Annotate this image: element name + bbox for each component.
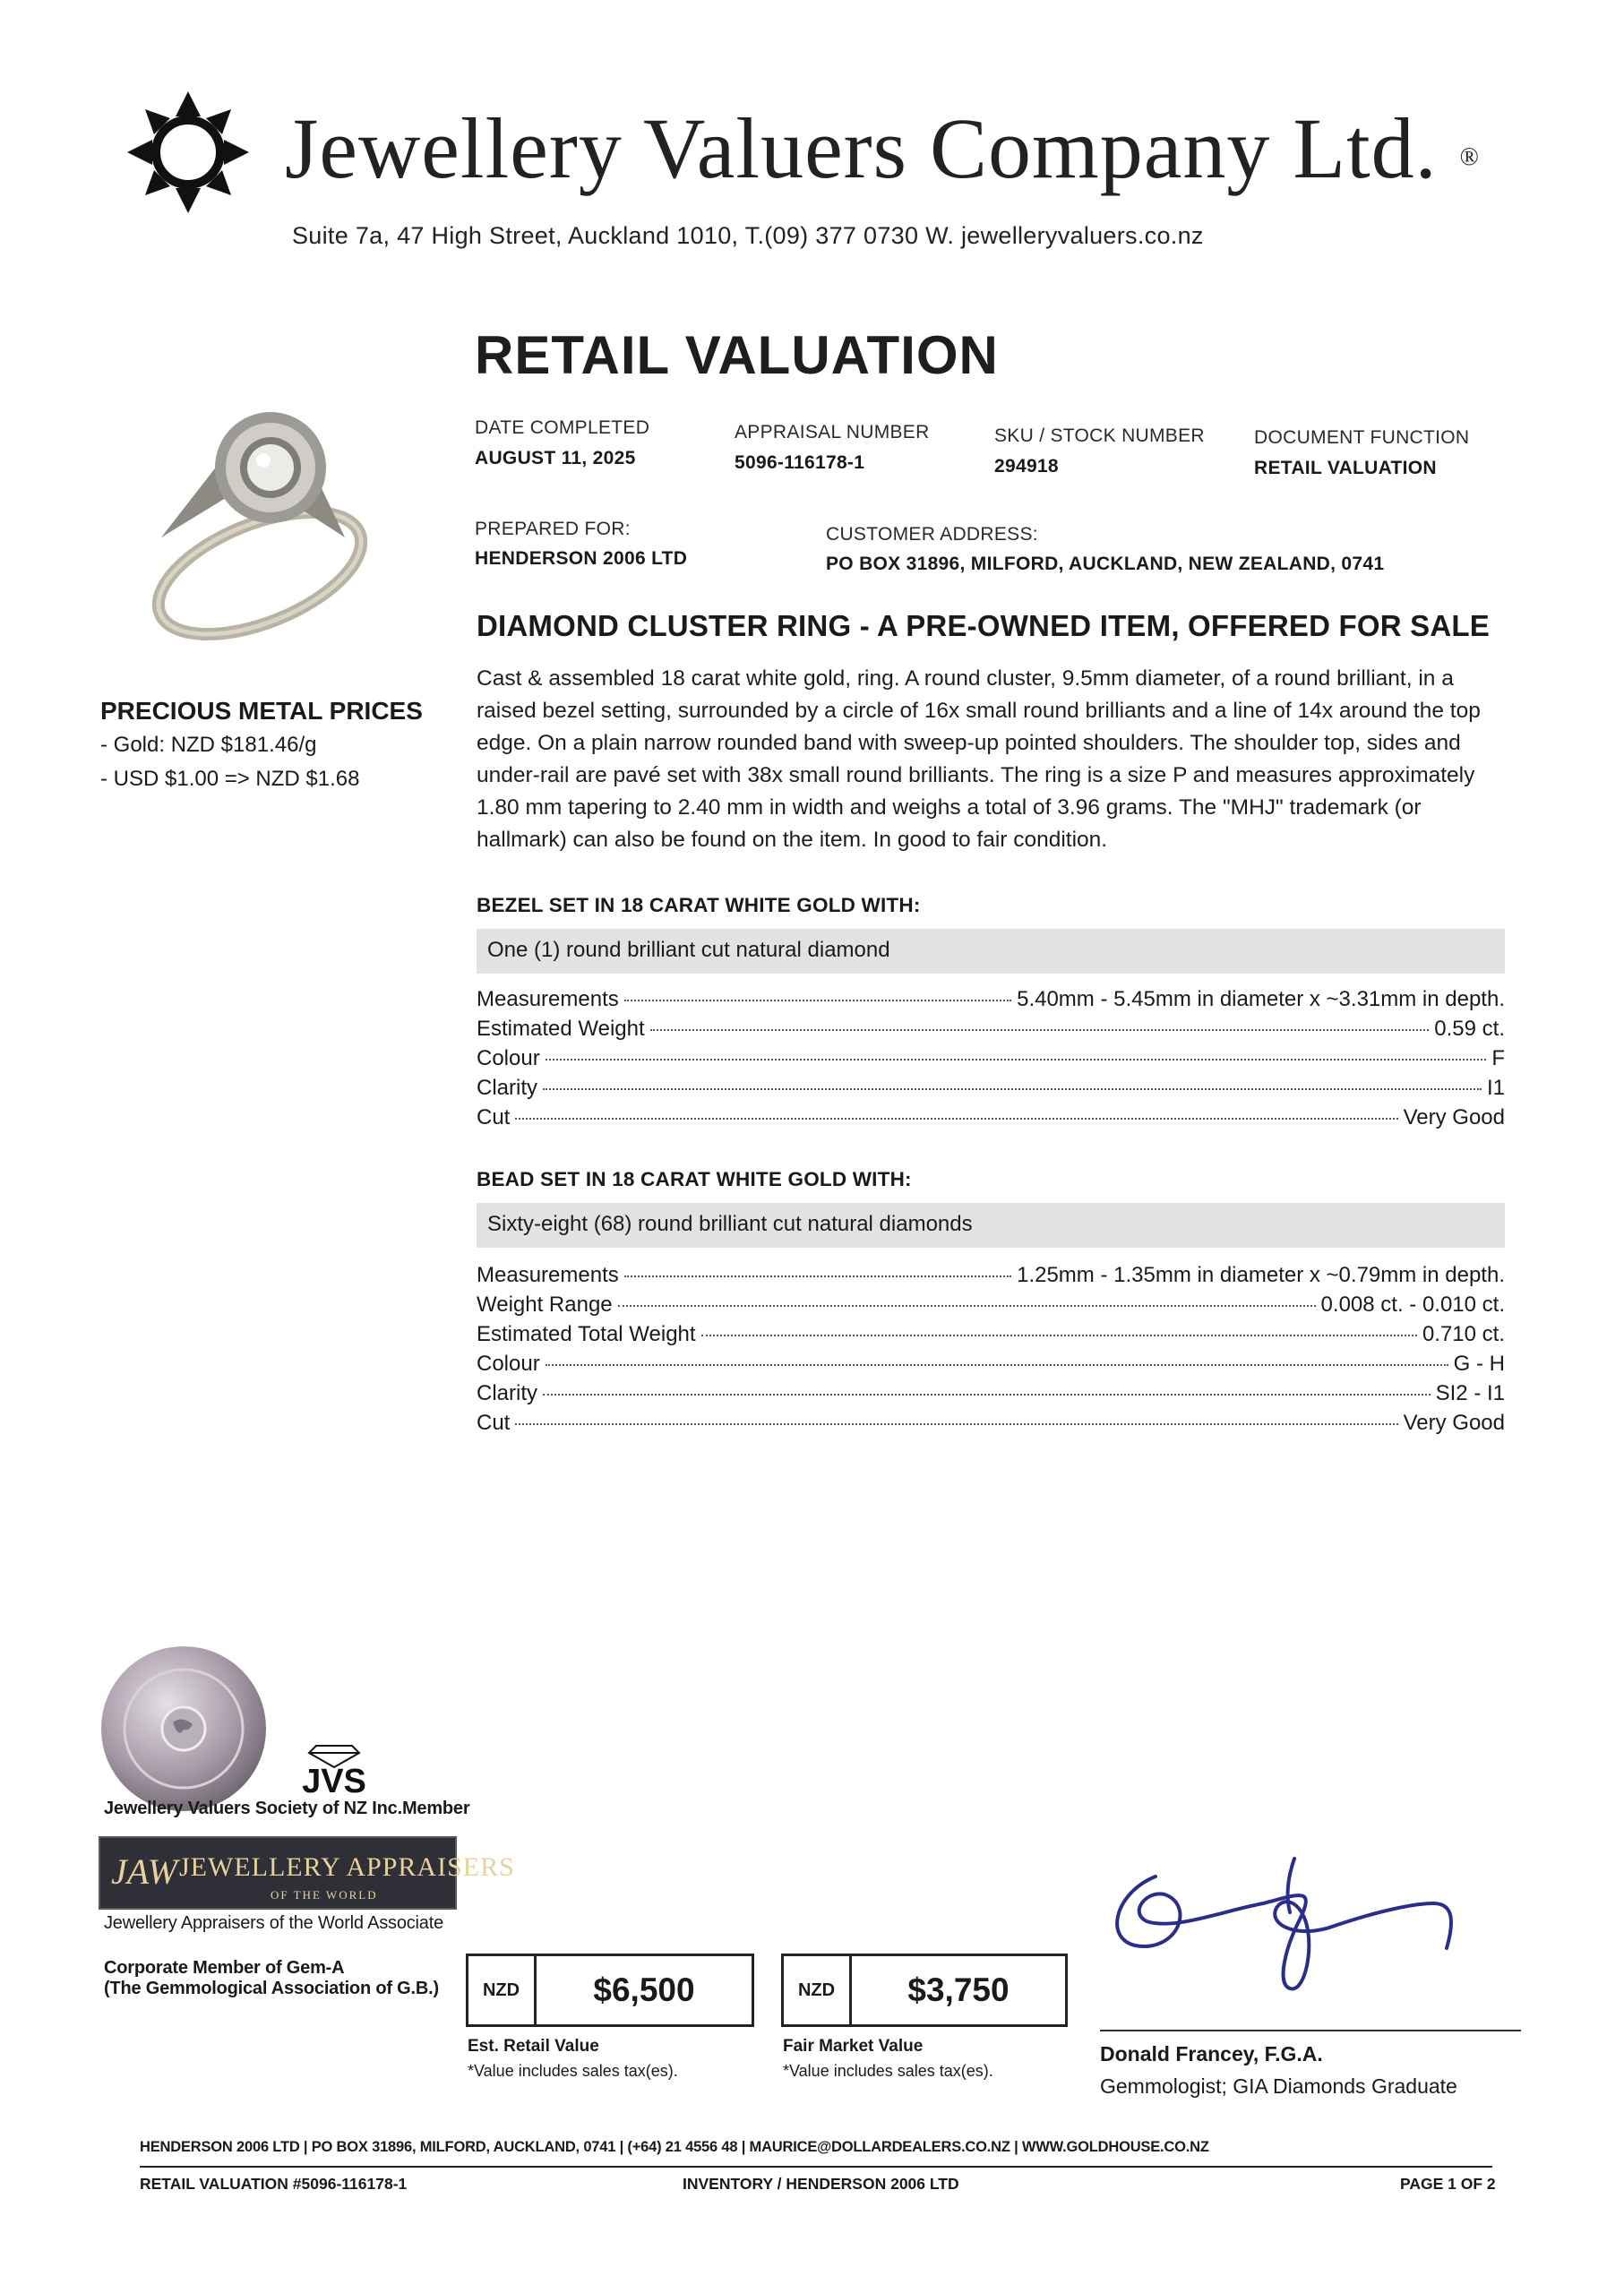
- jaw-associate-text: Jewellery Appraisers of the World Associate: [104, 1913, 443, 1933]
- jvs-member-text: Jewellery Valuers Society of NZ Inc.Member: [104, 1799, 470, 1818]
- customer-address-label: CUSTOMER ADDRESS:: [826, 524, 1038, 545]
- jaw-sub: OF THE WORLD: [271, 1888, 378, 1902]
- bead-row-clarity: Clarity SI2 - I1: [477, 1381, 1505, 1405]
- footer-rule: [140, 2166, 1492, 2168]
- retail-currency: NZD: [468, 1956, 537, 2024]
- jvs-logo-icon: [267, 1742, 401, 1796]
- retail-note: *Value includes sales tax(es).: [468, 2062, 678, 2080]
- date-label: DATE COMPLETED: [475, 417, 650, 438]
- bead-row-weight-range: Weight Range 0.008 ct. - 0.010 ct.: [477, 1292, 1505, 1317]
- jaw-name: JEWELLERY APPRAISERS: [179, 1852, 515, 1882]
- item-heading: DIAMOND CLUSTER RING - A PRE-OWNED ITEM, OFFERED FOR SALE: [477, 609, 1490, 642]
- bezel-row-weight: Estimated Weight 0.59 ct.: [477, 1017, 1505, 1041]
- fair-caption: Fair Market Value: [783, 2037, 924, 2056]
- metal-prices-title: PRECIOUS METAL PRICES: [100, 697, 423, 725]
- retail-value-box: [466, 1954, 754, 2027]
- fair-value-box: [781, 1954, 1068, 2027]
- ring-photo: [125, 403, 385, 649]
- item-description: Cast & assembled 18 carat white gold, ring. A round cluster, 9.5mm diameter, of a round brilliant, in a raised bezel setting, surrounded by a circle of 16x small round brilliants and a line of 14x around the top edge. On a plain narrow rounded band with sweep-up pointed shoulders. The shoulder top, sides and under-rail are pavé set with 38x small round brilliants. The ring is a size P and measures approximately 1.80 mm tapering to 2.40 mm in width and weighs a total of 3.96 grams. The "MHJ" trademark (or hallmark) can also be found on the item. In good to fair condition.: [477, 666, 1481, 852]
- bead-heading: BEAD SET IN 18 CARAT WHITE GOLD WITH:: [477, 1168, 912, 1190]
- company-name: Jewellery Valuers Company Ltd. ®: [285, 100, 1480, 196]
- appraisal-value: 5096-116178-1: [735, 452, 865, 473]
- retail-amount: $6,500: [593, 1971, 695, 2008]
- appraisal-label: APPRAISAL NUMBER: [735, 422, 930, 442]
- customer-address-value: PO BOX 31896, MILFORD, AUCKLAND, NEW ZEALAND, 0741: [826, 554, 1385, 574]
- signatory-name: Donald Francey, F.G.A.: [1100, 2042, 1323, 2065]
- bezel-row-measurements: Measurements 5.40mm - 5.45mm in diameter x ~3.31mm in depth.: [477, 987, 1505, 1011]
- bezel-row-cut: Cut Very Good: [477, 1105, 1505, 1129]
- bead-row-total-weight: Estimated Total Weight 0.710 ct.: [477, 1322, 1505, 1346]
- function-value: RETAIL VALUATION: [1254, 458, 1437, 478]
- gold-price: - Gold: NZD $181.46/g: [100, 733, 317, 757]
- prepared-for-value: HENDERSON 2006 LTD: [475, 548, 688, 569]
- fair-currency: NZD: [784, 1956, 852, 2024]
- bead-row-colour: Colour G - H: [477, 1352, 1505, 1376]
- fair-note: *Value includes sales tax(es).: [783, 2062, 993, 2080]
- date-value: AUGUST 11, 2025: [475, 448, 636, 468]
- jvs-logo-text: JVS: [302, 1763, 366, 1796]
- function-label: DOCUMENT FUNCTION: [1254, 427, 1470, 448]
- footer-inventory: INVENTORY / HENDERSON 2006 LTD: [683, 2175, 959, 2193]
- footer-page: PAGE 1 OF 2: [1400, 2175, 1496, 2193]
- usd-rate: - USD $1.00 => NZD $1.68: [100, 767, 360, 791]
- retail-caption: Est. Retail Value: [468, 2037, 599, 2056]
- bezel-heading: BEZEL SET IN 18 CARAT WHITE GOLD WITH:: [477, 894, 921, 916]
- footer-contact: HENDERSON 2006 LTD | PO BOX 31896, MILFORD, AUCKLAND, 0741 | (+64) 21 4556 48 | MAURICE@DOLLARDEALERS.CO.NZ | WWW.GOLDHOUSE.CO.NZ: [140, 2139, 1209, 2155]
- document-title: RETAIL VALUATION: [475, 325, 999, 385]
- bezel-row-colour: Colour F: [477, 1046, 1505, 1070]
- bead-summary-bar: [477, 1203, 1505, 1248]
- bezel-row-clarity: Clarity I1: [477, 1076, 1505, 1100]
- sku-value: 294918: [994, 456, 1059, 477]
- company-address: Suite 7a, 47 High Street, Auckland 1010, T.(09) 377 0730 W. jewelleryvaluers.co.nz: [292, 222, 1204, 249]
- signature-line: [1100, 2030, 1521, 2031]
- jaw-mark: JAW: [111, 1851, 178, 1892]
- society-seal-icon: [99, 1644, 269, 1814]
- bead-summary: Sixty-eight (68) round brilliant cut natural diamonds: [487, 1212, 973, 1236]
- sku-label: SKU / STOCK NUMBER: [994, 425, 1205, 446]
- bead-row-cut: Cut Very Good: [477, 1411, 1505, 1435]
- bezel-summary: One (1) round brilliant cut natural diamond: [487, 938, 890, 962]
- gema-line-2: (The Gemmological Association of G.B.): [104, 1979, 439, 1998]
- company-logo-icon: [125, 90, 251, 215]
- bezel-summary-bar: [477, 929, 1505, 974]
- gema-line-1: Corporate Member of Gem-A: [104, 1958, 345, 1978]
- footer-doc-ref: RETAIL VALUATION #5096-116178-1: [140, 2175, 408, 2193]
- fair-amount: $3,750: [907, 1971, 1010, 2008]
- bead-row-measurements: Measurements 1.25mm - 1.35mm in diameter x ~0.79mm in depth.: [477, 1263, 1505, 1287]
- signatory-title: Gemmologist; GIA Diamonds Graduate: [1100, 2074, 1457, 2098]
- prepared-for-label: PREPARED FOR:: [475, 519, 631, 539]
- signature: [1093, 1841, 1487, 2002]
- registered-mark: ®: [1459, 142, 1480, 171]
- jaw-logo: [99, 1836, 515, 1910]
